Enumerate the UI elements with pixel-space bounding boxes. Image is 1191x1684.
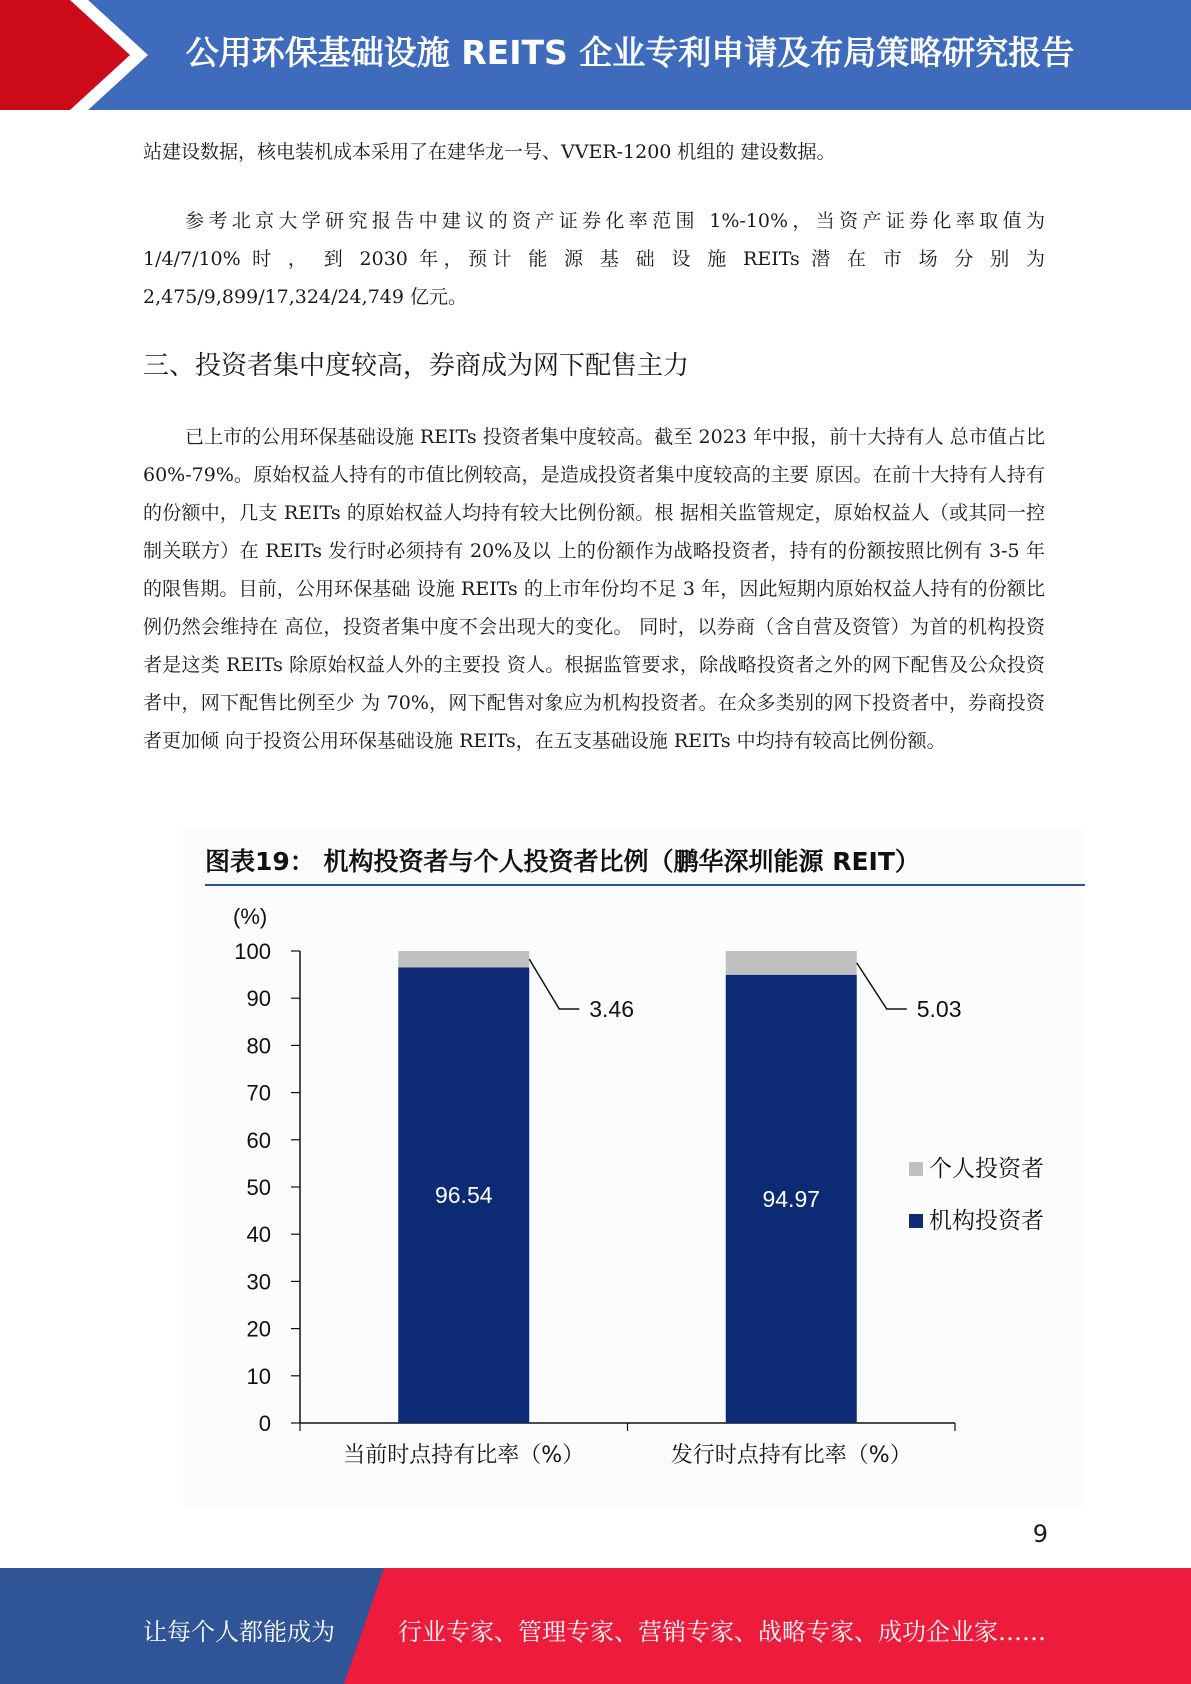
y-tick-label: 20 — [246, 1316, 271, 1342]
chart-title: 图表19： 机构投资者与个人投资者比例（鹏华深圳能源 REIT） — [205, 847, 920, 876]
y-tick-label: 10 — [246, 1363, 271, 1389]
bar-value-label: 94.97 — [762, 1185, 821, 1212]
document-title: 公用环保基础设施 REITS 企业专利申请及布局策略研究报告 — [185, 33, 1075, 72]
y-tick-label: 40 — [246, 1222, 271, 1248]
x-category-label: 发行时点持有比率（%） — [670, 1443, 912, 1468]
paragraph-intro: 站建设数据，核电装机成本采用了在建华龙一号、VVER-1200 机组的 建设数据。 — [143, 141, 836, 163]
legend-label: 机构投资者 — [929, 1208, 1044, 1234]
y-tick-label: 70 — [246, 1080, 271, 1106]
page-footer — [0, 1568, 1191, 1684]
paragraph-reits-line2: 1/4/7/10% 时 ， 到 2030 年，预计 能 源 基 础 设 施 REITs 潜 在 市 场 分 别 为 — [143, 248, 1045, 270]
bar-value-label: 96.54 — [434, 1182, 493, 1209]
section-heading: 三、投资者集中度较高，券商成为网下配售主力 — [143, 351, 690, 381]
page-number: 9 — [1032, 1520, 1048, 1548]
paragraph-investor-concentration: 已上市的公用环保基础设施 REITs 投资者集中度较高。截至 2023 年中报，前十大持有人 总市值占比 60%-79%。原始权益人持有的市值比例较高，是造成投资者集中度较高的主要 原因。在前十大持有人持有的份额中，几支 REITs 的原始权益人均持有较大比例份额。根 据相关监管规定，原始权益人（或其同一控制关联方）在 REITs 发行时必须持有 20%及以 上的份额作为战略投资者，持有的份额按照比例有 3-5 年的限售期。目前，公用环保基础 设施 REITs 的上市年份均不足 3 年，因此短期内原始权益人持有的份额比例仍然会维持在 高位，投资者集中度不会出现大的变化。 同时，以券商（含自营及资管）为首的机构投资者是这类 REITs 除原始权益人外的主要投 资人。根据监管要求，除战略投资者之外的网下配售及公众投资者中，网下配售比例至少 为 70%，网下配售对象应为机构投资者。在众多类别的网下投资者中，券商投资者更加倾 向于投资公用环保基础设施 REITs，在五支基础设施 REITs 中均持有较高比例份额。 — [143, 426, 1045, 752]
y-tick-label: 90 — [246, 986, 271, 1012]
callout-leader-line — [529, 959, 579, 1009]
y-tick-label: 50 — [246, 1175, 271, 1200]
bar-individual — [398, 951, 529, 967]
y-tick-label: 100 — [234, 939, 271, 964]
investor-ratio-chart — [183, 828, 1085, 1506]
footer-slogan-right: 行业专家、管理专家、营销专家、战略专家、成功企业家…… — [398, 1618, 1046, 1646]
callout-leader-line — [857, 963, 907, 1009]
bar-individual — [726, 951, 857, 975]
y-axis-unit-label: (%) — [233, 904, 268, 929]
footer-slogan-left: 让每个人都能成为 — [143, 1618, 335, 1646]
y-tick-label: 30 — [246, 1269, 271, 1295]
legend-swatch — [909, 1214, 923, 1228]
legend-swatch — [909, 1162, 923, 1176]
paragraph-reits-line3: 2,475/9,899/17,324/24,749 亿元。 — [143, 286, 467, 308]
page-header — [0, 0, 1191, 110]
y-tick-label: 0 — [258, 1411, 271, 1436]
legend-label: 个人投资者 — [929, 1156, 1044, 1182]
chart-svg — [183, 828, 1085, 1506]
y-tick-label: 60 — [246, 1127, 271, 1153]
paragraph-reits-line1: 参考北京大学研究报告中建议的资产证券化率范围 1%-10%，当资产证券化率取值为 — [185, 210, 1045, 232]
callout-value-label: 3.46 — [589, 996, 635, 1022]
callout-value-label: 5.03 — [916, 996, 962, 1022]
x-category-label: 当前时点持有比率（%） — [343, 1443, 585, 1468]
y-tick-label: 80 — [246, 1033, 271, 1059]
